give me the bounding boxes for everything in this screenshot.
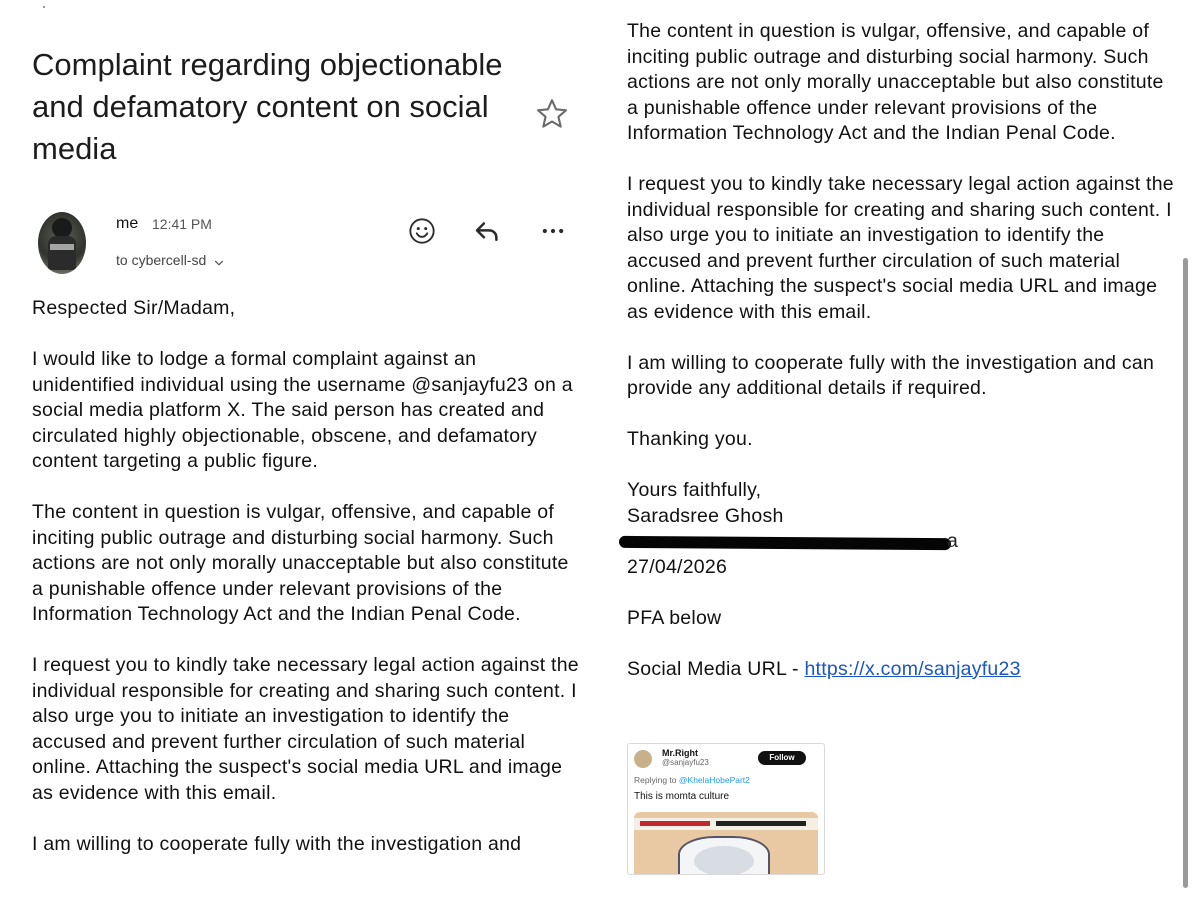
redacted-address [627,529,1175,555]
avatar[interactable] [38,212,86,274]
emoji-reaction-button[interactable] [405,214,439,248]
body-paragraph: I would like to lodge a formal complaint against an unidentified individual using the username @sanjayfu23 on a social media platform X. The said person has created and circulated highly objectionable, obscene, and defamatory content targeting a public figure. [32,348,573,472]
scrollbar[interactable] [1183,258,1188,888]
status-dot [43,6,45,8]
body-paragraph: I request you to kindly take necessary legal action against the individual responsible for creating and sharing such content. I also urge you to initiate an investigation to identify the accused and prevent further circulation of such material online. Attaching the suspect's social media URL and image as evidence with this email. [32,654,579,804]
letter-date: 27/04/2026 [627,555,728,578]
reply-icon [472,216,502,246]
more-icon [539,217,567,245]
tweet-author-name: Mr.Right [662,748,698,758]
tweet-avatar [634,750,652,768]
url-line [627,657,1175,683]
email-body-continued [627,19,1175,708]
tweet-reply-context [634,775,750,785]
closing-line: Yours faithfully, [627,479,762,501]
tweet-text: This is momta culture [634,791,730,802]
body-paragraph: I am willing to cooperate fully with the investigation and can provide any additional details if required. [627,351,1155,399]
pfa-line: PFA below [627,606,722,629]
signature-block [627,478,1175,580]
chevron-down-icon[interactable] [212,256,226,270]
body-paragraph: Respected Sir/Madam, [32,297,236,319]
star-icon[interactable] [534,96,570,132]
body-paragraph: I am willing to cooperate fully with the investigation and [32,832,522,855]
attachment-thumbnail[interactable] [627,743,825,875]
body-paragraph: The content in question is vulgar, offensive, and capable of inciting public outrage and disturbing social harmony. Such actions are not only morally unacceptable but also constitute a punishable offence under relevant provisions of the Information Technology Act and the Indian Penal Code. [32,501,569,625]
more-options-button[interactable] [536,214,570,248]
email-time: 12:41 PM [152,216,212,232]
email-subject: Complaint regarding objectionable and defamatory content on social media [32,47,503,166]
reply-mention: @KhelaHobePart2 [678,775,750,785]
url-label: Social Media URL - [627,657,805,680]
address-visible-tail: a [947,530,959,552]
emoji-icon [408,217,436,245]
signer-name: Saradsree Ghosh [627,504,784,527]
email-body [32,296,580,883]
reply-prefix: Replying to [634,775,679,785]
recipient-details-toggle[interactable] [116,250,226,270]
body-paragraph: Thanking you. [627,428,753,450]
body-paragraph: The content in question is vulgar, offensive, and capable of inciting public outrage and disturbing social harmony. Such actions are not only morally unacceptable but also constitute a punishable offence under relevant provisions of the Information Technology Act and the Indian Penal Code. [627,20,1164,144]
redaction-bar [619,536,951,550]
recipient-label: to cybercell-sd [116,252,207,268]
body-paragraph: I request you to kindly take necessary legal action against the individual responsible for creating and sharing such content. I also urge you to initiate an investigation to identify the accused and prevent further circulation of such material online. Attaching the suspect's social media URL and image as evidence with this email. [627,173,1174,323]
sender-name: me [116,215,139,232]
tweet-author-handle: @sanjayfu23 [662,758,709,767]
reply-button[interactable] [470,214,504,248]
tweet-image [634,812,818,875]
tweet-follow-button: Follow [758,751,806,765]
social-media-link[interactable]: https://x.com/sanjayfu23 [804,657,1021,680]
